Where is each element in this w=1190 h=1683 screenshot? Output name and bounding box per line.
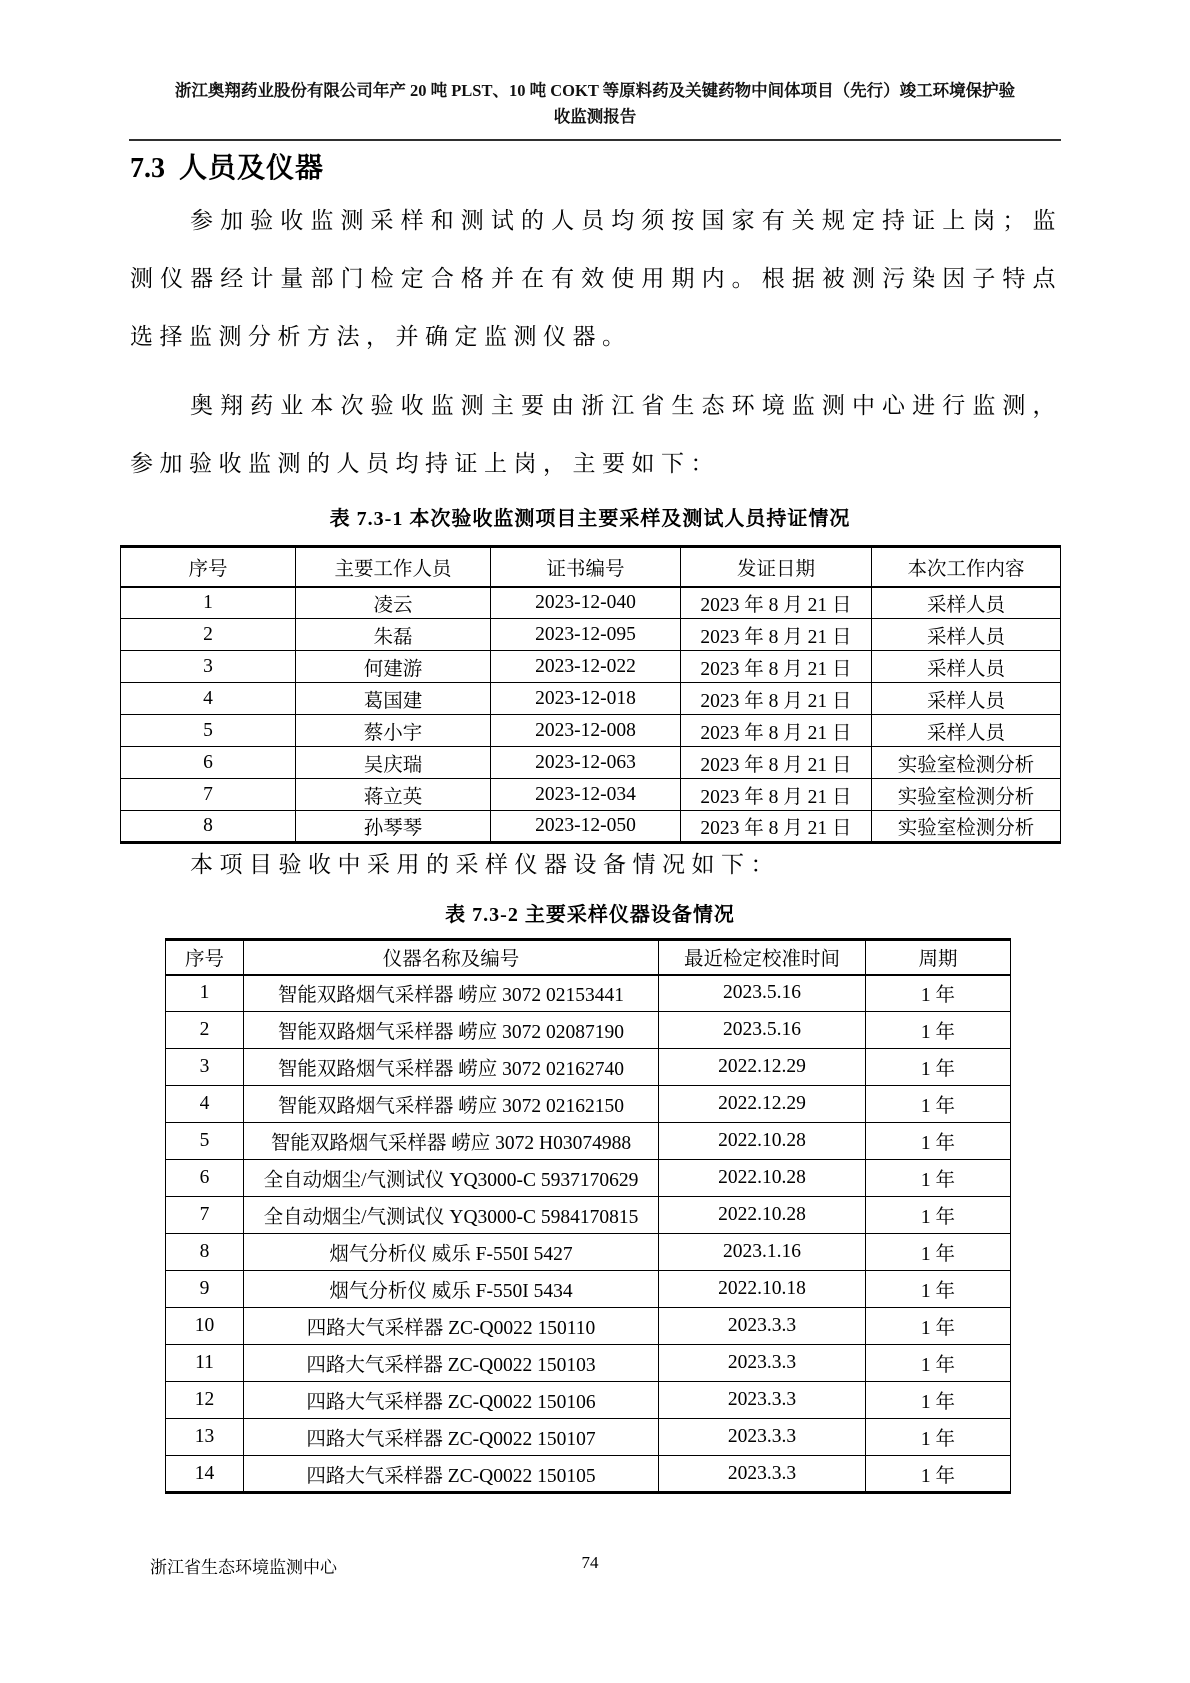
table-row (166, 1160, 1011, 1197)
table-cell: 2023.3.3 (659, 1419, 866, 1456)
table-cell: 2 (166, 1012, 244, 1049)
table-cell: 6 (166, 1160, 244, 1197)
table-cell: 四路大气采样器 ZC-Q0022 150107 (244, 1419, 659, 1456)
table-row (166, 1197, 1011, 1234)
table-row (121, 747, 1061, 779)
table-cell: 4 (166, 1086, 244, 1123)
table-cell: 2023.5.16 (659, 975, 866, 1012)
table-cell: 2023.1.16 (659, 1234, 866, 1271)
table-cell: 凌云 (296, 587, 491, 619)
column-header: 主要工作人员 (296, 547, 491, 587)
table-cell: 3 (166, 1049, 244, 1086)
column-header: 证书编号 (491, 547, 681, 587)
table-cell: 2023 年 8 月 21 日 (681, 779, 872, 811)
table-cell: 1 年 (866, 1012, 1011, 1049)
table-cell: 烟气分析仪 威乐 F-550I 5434 (244, 1271, 659, 1308)
table-cell: 6 (121, 747, 296, 779)
table2-caption: 表 7.3-2 主要采样仪器设备情况 (445, 904, 735, 926)
table-cell: 1 年 (866, 975, 1011, 1012)
table-cell: 8 (166, 1234, 244, 1271)
column-header: 序号 (121, 547, 296, 587)
table-cell: 2022.10.28 (659, 1160, 866, 1197)
table-cell: 何建游 (296, 651, 491, 683)
table-cell: 2023-12-008 (491, 715, 681, 747)
table-row (166, 975, 1011, 1012)
table-cell: 智能双路烟气采样器 崂应 3072 02087190 (244, 1012, 659, 1049)
section-number: 7.3 (130, 153, 165, 184)
table-row (166, 1345, 1011, 1382)
table-cell: 2023-12-040 (491, 587, 681, 619)
table-cell: 全自动烟尘/气测试仪 YQ3000-C 5937170629 (244, 1160, 659, 1197)
table-row (166, 1271, 1011, 1308)
table-cell: 2022.10.28 (659, 1197, 866, 1234)
table-cell: 2023-12-095 (491, 619, 681, 651)
table-cell: 四路大气采样器 ZC-Q0022 150103 (244, 1345, 659, 1382)
running-header-line1: 浙江奥翔药业股份有限公司年产 20 吨 PLST、10 吨 COKT 等原料药及关键药物中间体项目（先行）竣工环境保护验 (174, 81, 1016, 100)
table-cell: 采样人员 (872, 587, 1061, 619)
table-cell: 2023 年 8 月 21 日 (681, 683, 872, 715)
table-row (166, 1012, 1011, 1049)
table-cell: 葛国建 (296, 683, 491, 715)
column-header: 序号 (166, 940, 244, 975)
running-header-line2: 收监测报告 (553, 106, 637, 126)
table-cell: 2023-12-018 (491, 683, 681, 715)
paragraph-requirements: 参加验收监测采样和测试的人员均须按国家有关规定持证上岗；监测仪器经计量部门检定合格并在有效使用期内。根据被测污染因子特点选择监测分析方法，并确定监测仪器。 (130, 208, 1062, 349)
table-cell: 2 (121, 619, 296, 651)
table-cell: 采样人员 (872, 651, 1061, 683)
table-row (166, 1086, 1011, 1123)
table-cell: 2023.3.3 (659, 1382, 866, 1419)
table-cell: 2023-12-034 (491, 779, 681, 811)
table-row (166, 1049, 1011, 1086)
table-cell: 智能双路烟气采样器 崂应 3072 02162150 (244, 1086, 659, 1123)
table-row (121, 587, 1061, 619)
column-header: 本次工作内容 (872, 547, 1061, 587)
table-header-row (166, 940, 1011, 975)
running-header (129, 78, 1061, 129)
table-cell: 7 (166, 1197, 244, 1234)
table-cell: 2023 年 8 月 21 日 (681, 619, 872, 651)
table-cell: 5 (121, 715, 296, 747)
table-cell: 11 (166, 1345, 244, 1382)
footer-page-number: 74 (581, 1553, 599, 1572)
table-cell: 1 年 (866, 1271, 1011, 1308)
table-cell: 2023 年 8 月 21 日 (681, 811, 872, 843)
table-row (166, 1382, 1011, 1419)
table-row (166, 1419, 1011, 1456)
table-cell: 实验室检测分析 (872, 747, 1061, 779)
footer-organization: 浙江省生态环境监测中心 (150, 1558, 337, 1577)
section-title-text: 人员及仪器 (179, 153, 325, 184)
table-row (121, 779, 1061, 811)
sampling-equipment-table (165, 938, 1011, 1494)
table-cell: 1 年 (866, 1234, 1011, 1271)
table-cell: 采样人员 (872, 683, 1061, 715)
table-cell: 孙琴琴 (296, 811, 491, 843)
table-cell: 实验室检测分析 (872, 779, 1061, 811)
table-cell: 采样人员 (872, 715, 1061, 747)
header-rule (129, 139, 1061, 141)
table-cell: 智能双路烟气采样器 崂应 3072 02153441 (244, 975, 659, 1012)
column-header: 仪器名称及编号 (244, 940, 659, 975)
column-header: 最近检定校准时间 (659, 940, 866, 975)
table-cell: 蔡小宇 (296, 715, 491, 747)
table-cell: 2023-12-022 (491, 651, 681, 683)
table-cell: 四路大气采样器 ZC-Q0022 150105 (244, 1456, 659, 1493)
table-cell: 采样人员 (872, 619, 1061, 651)
table-row (121, 811, 1061, 843)
table-cell: 7 (121, 779, 296, 811)
table-cell: 吴庆瑞 (296, 747, 491, 779)
table-cell: 1 (121, 587, 296, 619)
table-cell: 8 (121, 811, 296, 843)
table-cell: 2023.3.3 (659, 1308, 866, 1345)
section-title (130, 146, 324, 186)
column-header: 发证日期 (681, 547, 872, 587)
table-cell: 1 年 (866, 1456, 1011, 1493)
table-cell: 1 年 (866, 1345, 1011, 1382)
table-cell: 3 (121, 651, 296, 683)
table-cell: 2022.12.29 (659, 1086, 866, 1123)
table1-caption: 表 7.3-1 本次验收监测项目主要采样及测试人员持证情况 (329, 508, 851, 530)
table-row (166, 1123, 1011, 1160)
table-cell: 烟气分析仪 威乐 F-550I 5427 (244, 1234, 659, 1271)
table-cell: 四路大气采样器 ZC-Q0022 150106 (244, 1382, 659, 1419)
table-cell: 14 (166, 1456, 244, 1493)
table-header-row (121, 547, 1061, 587)
table-cell: 2023 年 8 月 21 日 (681, 715, 872, 747)
table-cell: 实验室检测分析 (872, 811, 1061, 843)
table-cell: 2022.10.28 (659, 1123, 866, 1160)
table-row (121, 651, 1061, 683)
table-cell: 5 (166, 1123, 244, 1160)
table-cell: 2023-12-050 (491, 811, 681, 843)
table-cell: 1 年 (866, 1160, 1011, 1197)
table-cell: 2022.10.18 (659, 1271, 866, 1308)
table-cell: 1 年 (866, 1049, 1011, 1086)
table-row (121, 683, 1061, 715)
table-cell: 1 (166, 975, 244, 1012)
personnel-certification-table (120, 545, 1061, 844)
table-cell: 4 (121, 683, 296, 715)
table-cell: 12 (166, 1382, 244, 1419)
table-cell: 10 (166, 1308, 244, 1345)
table-cell: 四路大气采样器 ZC-Q0022 150110 (244, 1308, 659, 1345)
table-cell: 13 (166, 1419, 244, 1456)
table-cell: 2023 年 8 月 21 日 (681, 651, 872, 683)
table-cell: 2023.3.3 (659, 1456, 866, 1493)
paragraph-equipment-intro: 本项目验收中采用的采样仪器设备情况如下： (190, 852, 780, 877)
table-cell: 朱磊 (296, 619, 491, 651)
table-cell: 1 年 (866, 1382, 1011, 1419)
table-row (166, 1234, 1011, 1271)
column-header: 周期 (866, 940, 1011, 975)
table-row (166, 1456, 1011, 1493)
table-cell: 1 年 (866, 1086, 1011, 1123)
table-cell: 1 年 (866, 1197, 1011, 1234)
table-row (121, 715, 1061, 747)
table-cell: 2023 年 8 月 21 日 (681, 747, 872, 779)
table-cell: 1 年 (866, 1419, 1011, 1456)
table-cell: 智能双路烟气采样器 崂应 3072 02162740 (244, 1049, 659, 1086)
table-cell: 1 年 (866, 1123, 1011, 1160)
table-cell: 蒋立英 (296, 779, 491, 811)
table-cell: 1 年 (866, 1308, 1011, 1345)
table-cell: 全自动烟尘/气测试仪 YQ3000-C 5984170815 (244, 1197, 659, 1234)
table-cell: 2023.5.16 (659, 1012, 866, 1049)
table-cell: 2022.12.29 (659, 1049, 866, 1086)
table-row (166, 1308, 1011, 1345)
table-cell: 2023.3.3 (659, 1345, 866, 1382)
paragraph-monitoring-center: 奥翔药业本次验收监测主要由浙江省生态环境监测中心进行监测，参加验收监测的人员均持证上岗，主要如下： (130, 393, 1062, 476)
table-cell: 2023 年 8 月 21 日 (681, 587, 872, 619)
table-cell: 2023-12-063 (491, 747, 681, 779)
table-row (121, 619, 1061, 651)
table-cell: 智能双路烟气采样器 崂应 3072 H03074988 (244, 1123, 659, 1160)
table-cell: 9 (166, 1271, 244, 1308)
